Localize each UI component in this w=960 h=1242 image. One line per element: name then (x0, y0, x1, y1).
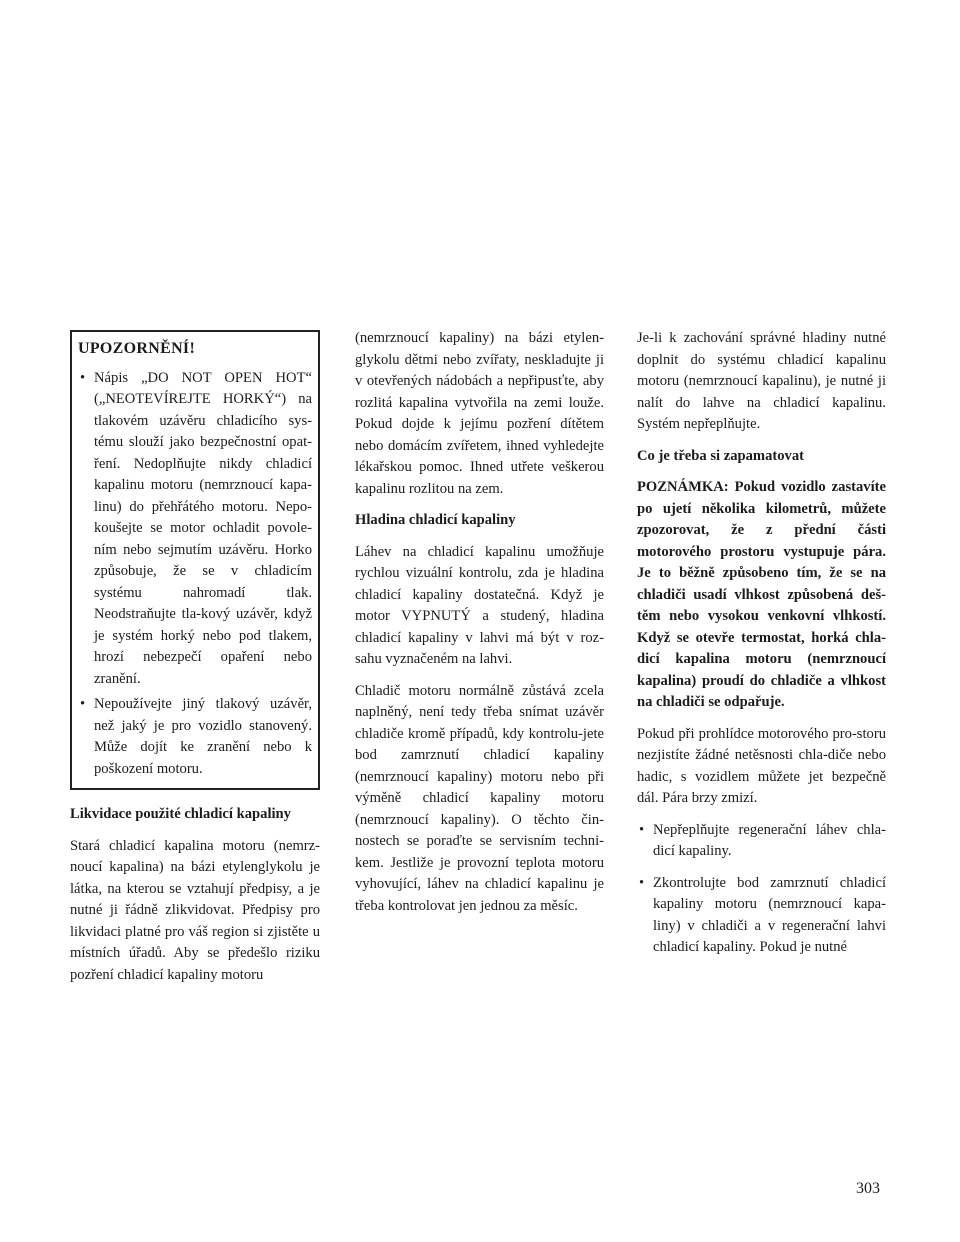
paragraph: Stará chladicí kapalina motoru (nemrz-noucí kapalina) na bázi etylenglykolu je látka, na kterou se vztahují předpisy, a je nutné ji řádně zlikvidovat. Předpisy pro likvidaci platné pro váš region si zjistěte u místních úřadů. Aby se předešlo riziku pozření chladicí kapaliny motoru (70, 837, 320, 983)
column-1 (70, 330, 320, 996)
paragraph: Je-li k zachování správné hladiny nutné doplnit do systému chladicí kapalinu motoru (nemrznoucí kapalinu), je nutné ji nalít do lahve na chladicí kapalinu. Systém nepřeplňujte. (637, 330, 886, 432)
column-2 (355, 328, 604, 927)
page-number: 303 (856, 1180, 880, 1197)
paragraph: (nemrznoucí kapaliny) na bázi etylen-glykolu dětmi nebo zvířaty, neskladujte ji v otevřených nádobách a nepřipusťte, aby rozlitá kapalina vytvořila na zemi louže. Pokud dojde k jejímu pozření dítětem nebo domácím zvířetem, ihned vyhledejte lékařskou pomoc. Ihned utřete veškerou kapalinu rozlitou na zem. (355, 330, 604, 497)
bullet-list (637, 820, 886, 959)
warning-item: • Nepoužívejte jiný tlakový uzávěr, než jaký je pro vozidlo stanovený. Může dojít ke zranění nebo k poškození motoru. (78, 694, 312, 780)
column-3 (637, 328, 886, 969)
warning-item: • Nápis „DO NOT OPEN HOT“ („NEOTEVÍREJTE HORKÝ“) na tlakovém uzávěru chladicího sys-tému slouží jako bezpečnostní opat-ření. Nedoplňujte nikdy chladicí kapalinu motoru (nemrznoucí kapa-linu) do přehřátého motoru. Nepo-koušejte se motor ochladit povole-ním nebo sejmutím uzávěru. Horko způsobuje, že se v chladicím systému nahromadí tlak. Neodstraňujte tla-kový uzávěr, když je systém horký nebo pod tlakem, hrozí nebezpečí opaření nebo zranění. (78, 368, 312, 691)
paragraph: Pokud při prohlídce motorového pro-storu nezjistíte žádné netěsnosti chla-diče nebo hadic, s vozidlem můžete jet bezpečně dál. Pára brzy zmizí. (637, 725, 886, 806)
warning-list (78, 368, 312, 781)
list-item: • Zkontrolujte bod zamrznutí chladicí kapaliny motoru (nemrznoucí kapa-liny) v chladiči a v regenerační lahvi chladicí kapaliny. Pokud je nutné (637, 873, 886, 959)
paragraph: Chladič motoru normálně zůstává zcela naplněný, není tedy třeba snímat uzávěr chladiče kromě případů, kdy kontrolu-jete bod zamrznutí chladicí kapaliny (nemrznoucí kapaliny) motoru nebo při výměně chladicí kapaliny motoru (nemrznoucí kapaliny). O těchto čin-nostech se poraďte se servisním techni-kem. Jestliže je provozní teplota motoru vyhovující, láhev na chladicí kapalinu je třeba kontrolovat jen jednou za měsíc. (355, 682, 604, 914)
list-item: • Nepřeplňujte regenerační láhev chla-dicí kapaliny. (637, 820, 886, 863)
paragraph: Láhev na chladicí kapalinu umožňuje rychlou vizuální kontrolu, zda je hladina chladicí kapaliny dostatečná. Když je motor VYPNUTÝ a studený, hladina chladicí kapaliny v lahvi má být v roz-sahu vyznačeném na lahvi. (355, 543, 604, 667)
warning-title: UPOZORNĚNÍ! (78, 340, 196, 357)
warning-box (70, 330, 320, 790)
section-heading-remember: Co je třeba si zapamatovat (637, 447, 804, 464)
section-heading-coolant-level: Hladina chladicí kapaliny (355, 512, 516, 528)
section-heading-disposal: Likvidace použité chladicí kapaliny (70, 806, 291, 822)
note-paragraph: POZNÁMKA: Pokud vozidlo zastavíte po ujetí několika kilometrů, můžete zpozorovat, že z přední části motorového prostoru vystupuje pára. Je to běžně způsobeno tím, že se na chladiči usadí vlhkost způsobená deš-těm nebo vysokou venkovní vlhkostí. Když se otevře termostat, horká chla-dicí kapalina motoru (nemrznoucí kapalina) proudí do chladiče a vlhkost na chladiči se odpařuje. (637, 479, 886, 710)
